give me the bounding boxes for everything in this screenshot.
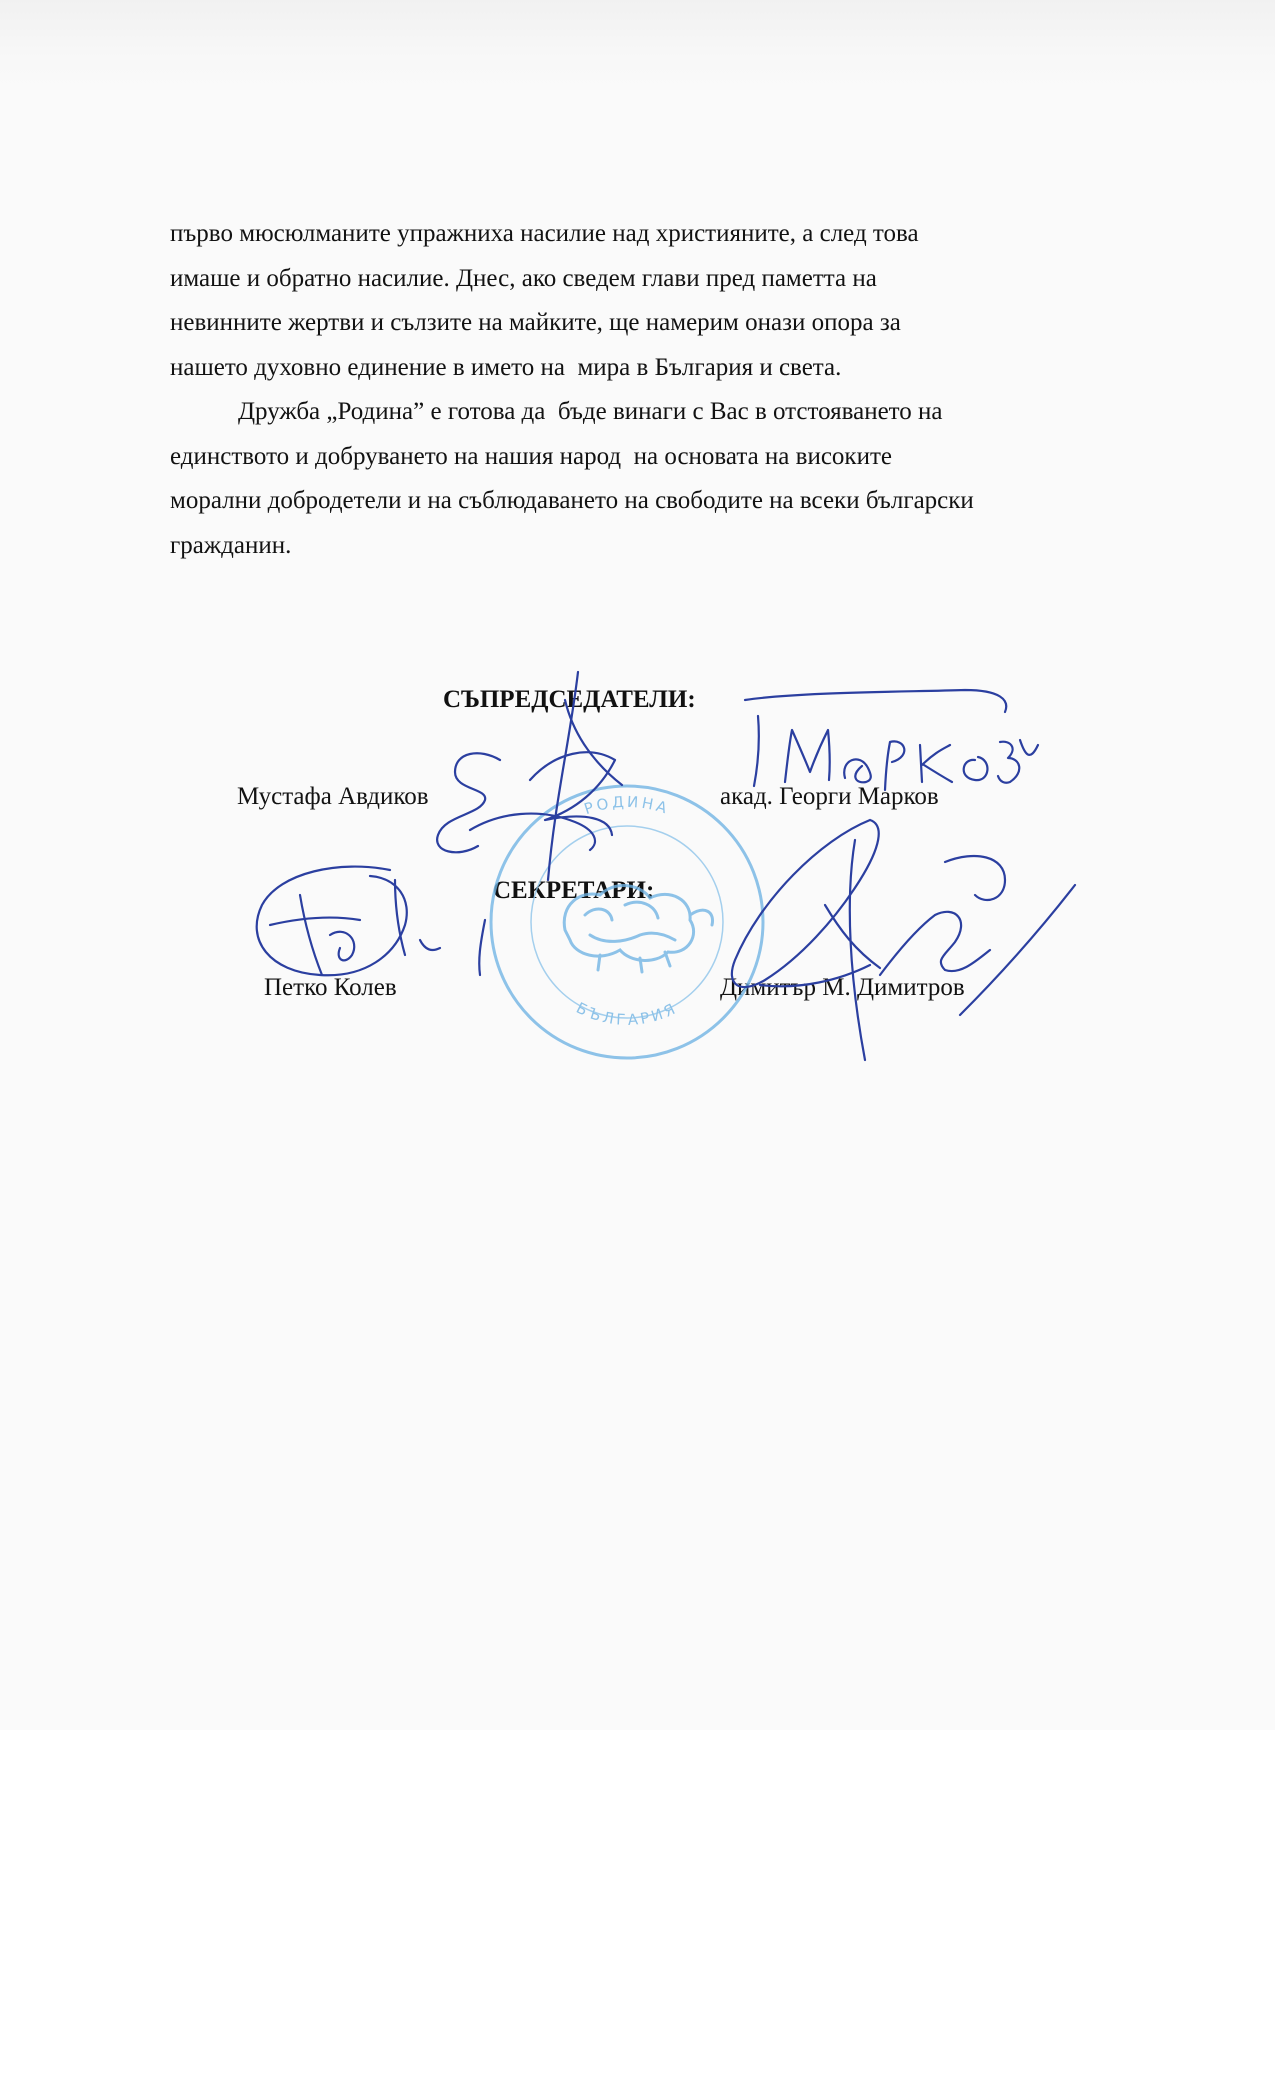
body-line-5: Дружба „Родина” е готова да бъде винаги с Вас в отстояването на bbox=[238, 398, 943, 425]
body-line-2: имаше и обратно насилие. Днес, ако сведем глави пред паметта на bbox=[170, 264, 877, 292]
stamp-bottom-text: БЪЛГАРИЯ bbox=[573, 998, 681, 1029]
body-line-3: невинните жертви и сълзите на майките, ще намерим онази опора за bbox=[170, 309, 901, 336]
co-chair-left-name: Мустафа Авдиков bbox=[237, 783, 429, 810]
secretaries-heading: СЕКРЕТАРИ: bbox=[493, 877, 655, 904]
co-chairs-heading: СЪПРЕДСЕДАТЕЛИ: bbox=[443, 686, 696, 713]
scan-top-edge bbox=[0, 0, 1275, 90]
co-chair-right-name: акад. Георги Марков bbox=[720, 783, 939, 810]
body-line-6: единството и добруването на нашия народ на основата на високите bbox=[170, 442, 892, 470]
secretary-right-name: Димитър М. Димитров bbox=[720, 974, 965, 1001]
body-line-7: морални добродетели и на съблюдаването на свободите на всеки български bbox=[170, 487, 974, 514]
secretary-left-name: Петко Колев bbox=[264, 974, 397, 1001]
body-line-8: гражданин. bbox=[170, 531, 292, 559]
letter-body bbox=[170, 212, 1070, 568]
stamp-top-text: РОДИНА bbox=[581, 792, 673, 819]
body-line-4: нашето духовно единение в името на мира в България и света. bbox=[170, 353, 842, 381]
body-line-1: първо мюсюлманите упражниха насилие над християните, а след това bbox=[170, 220, 919, 247]
